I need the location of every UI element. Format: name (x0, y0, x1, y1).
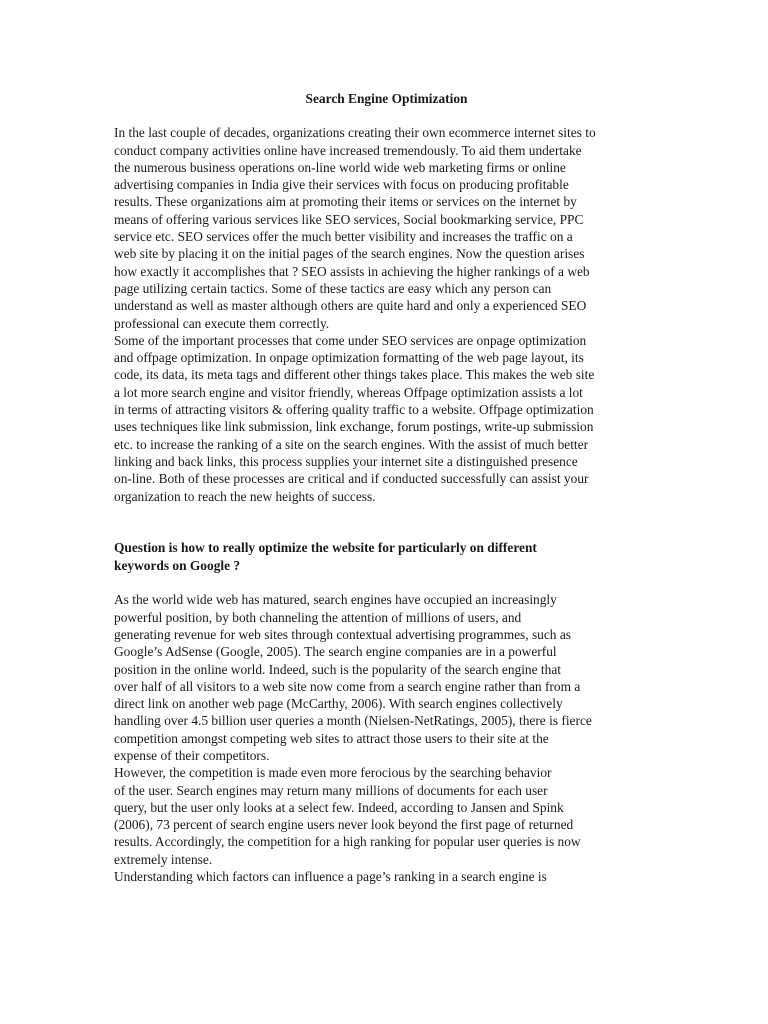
paragraph-web-matured: As the world wide web has matured, search engines have occupied an increasingly powerful position, by both channeling the attention of millions of users, and generating revenue for web sites through contextual advertising programmes, such as Google’s AdSense (Google, 2005). The search engine companies are in a powerful position in the online world. Indeed, such is the popularity of the search engine that over half of all visitors to a web site now come from a search engine rather than from a direct link on another web page (McCarthy, 2006). With search engines collectively handling over 4.5 billion user queries a month (Nielsen-NetRatings, 2005), there is fierce competition amongst competing web sites to attract those users to their site at the expense of their competitors. (114, 592, 592, 763)
paragraph-processes: Some of the important processes that come under SEO services are onpage optimization and offpage optimization. In onpage optimization formatting of the web page layout, its code, its data, its meta tags and different other things takes place. This makes the web site a lot more search engine and visitor friendly, whereas Offpage optimization assists a lot in terms of attracting visitors & offering quality traffic to a website. Offpage optimization uses techniques like link submission, link exchange, forum postings, write-up submission etc. to increase the ranking of a site on the search engines. With the assist of much better linking and back links, this process supplies your internet site a distinguished presence on-line. Both of these processes are critical and if conducted successfully can assist your organization to reach the new heights of success. (114, 332, 595, 504)
spacer (114, 574, 659, 591)
paragraph-intro: In the last couple of decades, organizations creating their own ecommerce internet sites to conduct company activities online have increased tremendously. To aid them undertake the numerous business operations on-line world wide web marketing firms or online advertising companies in India give their services with focus on producing profitable results. These organizations aim at promoting their items or services on the internet by means of offering various services like SEO services, Social bookmarking service, PPC service etc. SEO services offer the much better visibility and increases the traffic on a web site by placing it on the initial pages of the search engines. Now the question arises how exactly it accomplishes that ? SEO assists in achieving the higher rankings of a web page utilizing certain tactics. Some of these tactics are easy which any person can understand as well as master although others are quite hard and only a experienced SEO professional can execute them correctly. (114, 125, 596, 331)
paragraph-competition: However, the competition is made even more ferocious by the searching behavior of the user. Search engines may return many millions of documents for each user query, but the user only looks at a select few. Indeed, according to Jansen and Spink (2006), 73 percent of search engine users never look beyond the first page of returned results. Accordingly, the competition for a high ranking for popular user queries is now extremely intense. (114, 765, 581, 867)
document-body (114, 90, 659, 885)
document-title: Search Engine Optimization (305, 91, 468, 106)
spacer (114, 505, 659, 522)
question-heading: Question is how to really optimize the website for particularly on different keywords on Google ? (114, 540, 537, 573)
spacer (114, 522, 659, 539)
paragraph-ranking-factors: Understanding which factors can influence a page’s ranking in a search engine is (114, 869, 547, 885)
